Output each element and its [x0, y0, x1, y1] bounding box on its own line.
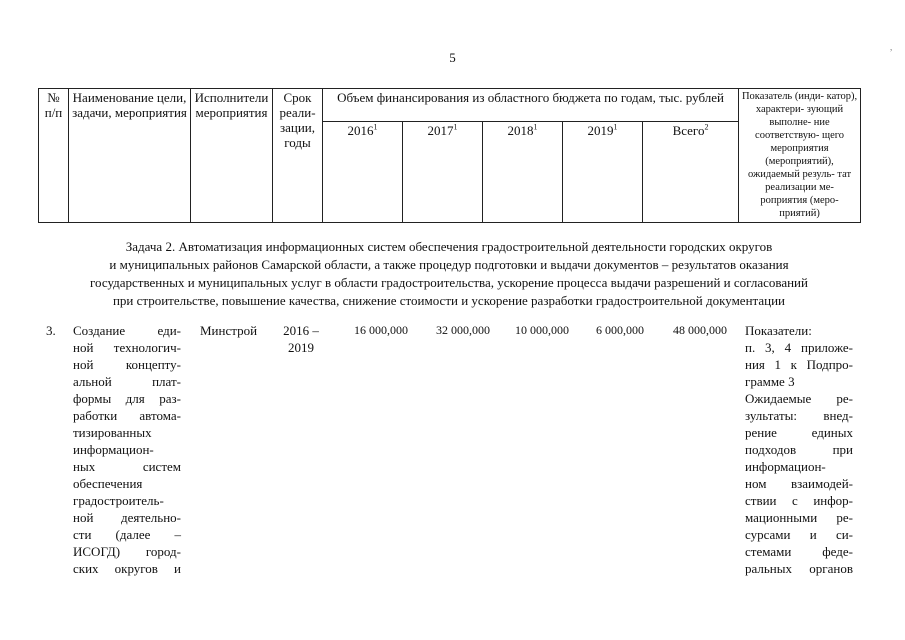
- row-name-line: сти (далее –: [73, 527, 181, 542]
- header-executors: Исполнители мероприятия: [191, 89, 273, 223]
- table-header: [38, 88, 861, 223]
- row-name-line: альной плат-: [73, 374, 181, 389]
- page-number: 5: [449, 50, 456, 65]
- row-value-2018: 10 000,000: [515, 323, 569, 337]
- row-executor: Минстрой: [200, 323, 258, 338]
- row-term: [281, 322, 321, 356]
- row-name-line: градостроитель-: [73, 493, 164, 508]
- row-name-line: ИСОГД) город-: [73, 544, 181, 559]
- header-year-2019: 2019$^1$: [563, 122, 643, 223]
- row-indicator-line: рение единых: [745, 425, 853, 440]
- header-name: Наименование цели, задачи, мероприятия: [69, 89, 191, 223]
- header-total: Всего$^2$: [643, 122, 739, 223]
- row-name-line: Создание еди-: [73, 323, 181, 338]
- row-name-line: работки автома-: [73, 408, 181, 423]
- header-num: № п/п: [39, 89, 69, 223]
- row-indicator-line: зультаты: внед-: [745, 408, 853, 423]
- row-indicator-line: ния 1 к Подпро-: [745, 357, 853, 372]
- scan-mark: ,: [890, 42, 893, 52]
- row-name: [73, 322, 181, 577]
- row-term-start: 2016 –: [283, 323, 319, 338]
- header-year-2016: 2016$^1$: [323, 122, 403, 223]
- row-name-line: информацион-: [73, 442, 154, 457]
- row-name-line: ских округов и: [73, 561, 181, 576]
- row-indicator-line: п. 3, 4 приложе-: [745, 340, 853, 355]
- row-indicator-line: сурсами и си-: [745, 527, 853, 542]
- task-line: государственных и муниципальных услуг в области градостроительства, ускорение процесса выдачи разрешений и согласований: [90, 275, 808, 290]
- row-name-line: ной концепту-: [73, 357, 181, 372]
- row-indicator-line: информацион-: [745, 459, 826, 474]
- row-indicator-line: ральных органов: [745, 561, 853, 576]
- row-name-line: тизированных: [73, 425, 152, 440]
- row-indicator-line: мационными ре-: [745, 510, 853, 525]
- row-value-2019: 6 000,000: [596, 323, 644, 337]
- row-indicator-line: Показатели:: [745, 323, 812, 338]
- task-line: при строительстве, повышение качества, снижение стоимости и ускорение разработки градостроительной документации: [112, 293, 786, 308]
- row-value-total: 48 000,000: [673, 323, 727, 337]
- header-year-2017: 2017$^1$: [403, 122, 483, 223]
- row-name-line: ной деятельно-: [73, 510, 181, 525]
- row-name-line: формы для раз-: [73, 391, 181, 406]
- row-name-line: ных систем: [73, 459, 181, 474]
- row-value-2017: 32 000,000: [436, 323, 490, 337]
- row-indicator-line: ствии с инфор-: [745, 493, 853, 508]
- row-indicator-line: стемами феде-: [745, 544, 853, 559]
- row-indicator-line: Ожидаемые ре-: [745, 391, 853, 406]
- header-term: Срок реали- зации, годы: [273, 89, 323, 223]
- row-indicator-line: грамме 3: [745, 374, 795, 389]
- header-funding: Объем финансирования из областного бюджета по годам, тыс. рублей: [323, 89, 739, 122]
- row-number: 3.: [46, 323, 56, 338]
- row-value-2016: 16 000,000: [354, 323, 408, 337]
- row-name-line: ной технологич-: [73, 340, 181, 355]
- row-name-line: обеспечения: [73, 476, 143, 491]
- row-indicator-line: подходов при: [745, 442, 853, 457]
- header-year-2018: 2018$^1$: [483, 122, 563, 223]
- row-term-end: 2019: [288, 340, 314, 355]
- header-indicator: Показатель (инди- катор), характери- зующий выполне- ние соответствую- щего мероприятия (мероприятий), ожидаемый резуль- тат реализации ме- роприятия (меро- приятий): [739, 89, 861, 223]
- task-title: [38, 238, 860, 310]
- row-indicator: [745, 322, 853, 577]
- task-line: Задача 2. Автоматизация информационных систем обеспечения градостроительной деятельности городских округов: [125, 239, 773, 254]
- task-line: и муниципальных районов Самарской области, а также процедур подготовки и выдачи документов – результатов оказания: [109, 257, 789, 272]
- row-indicator-line: ном взаимодей-: [745, 476, 853, 491]
